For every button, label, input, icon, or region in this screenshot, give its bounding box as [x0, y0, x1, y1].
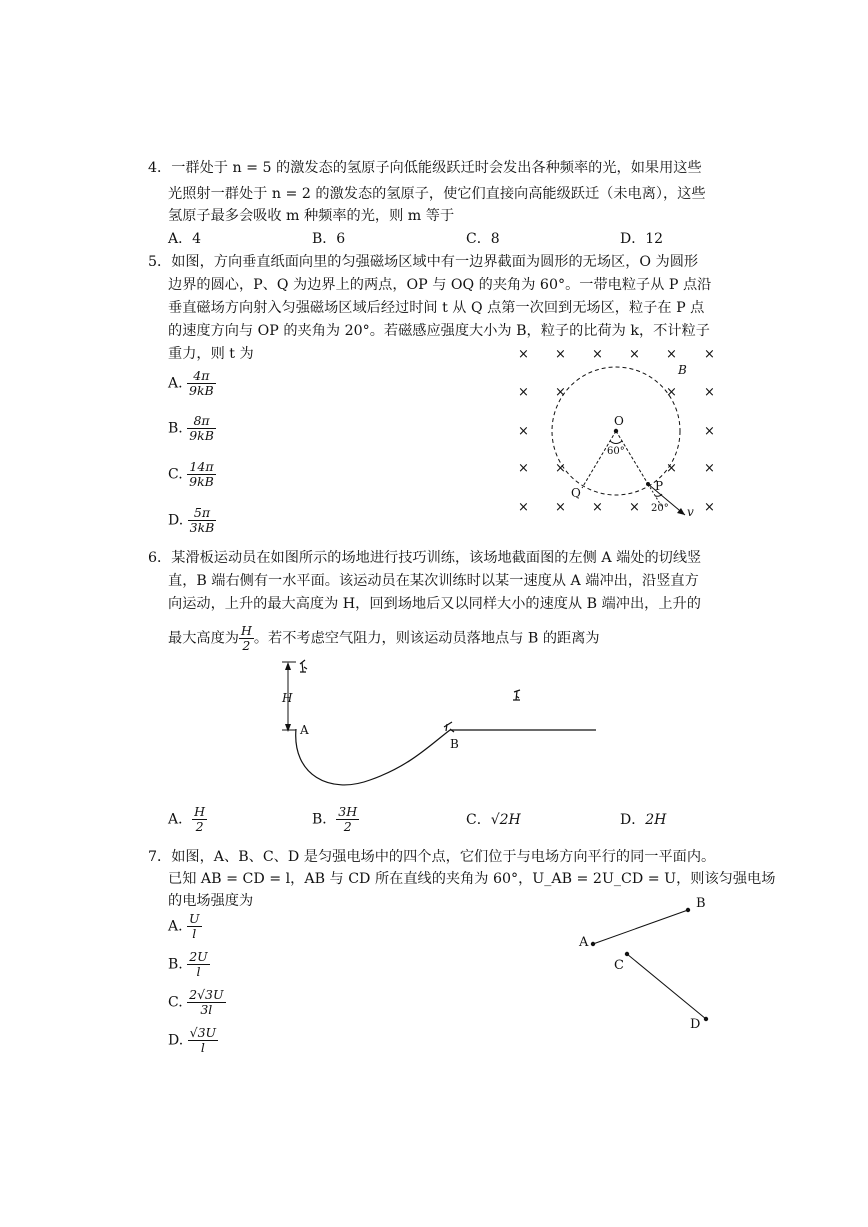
cross-mark: ×	[555, 385, 566, 400]
q7-line-1: 7．如图，A、B、C、D 是匀强电场中的四个点，它们位于与电场方向平行的同一平面内。	[148, 849, 716, 865]
q6-line-4: 最大高度为 $\frac{H}{2}$ 。若不考虑空气阻力，则该运动员落地点与 B 的距离为	[168, 623, 600, 653]
cross-mark: ×	[592, 347, 603, 362]
q6-line-3: 向运动，上升的最大高度为 H，回到场地后又以同样大小的速度从 B 端冲出，上升的	[168, 596, 701, 612]
label-a: A	[579, 935, 589, 950]
point-b	[686, 908, 690, 912]
cross-mark: ×	[518, 385, 529, 400]
cross-mark: ×	[518, 424, 529, 439]
label-q: Q	[571, 486, 581, 500]
q5-line-3: 垂直磁场方向射入匀强磁场区域后经过时间 t 从 Q 点第一次回到无场区，粒子在 P 点	[168, 300, 705, 316]
cross-mark: ×	[666, 461, 677, 476]
point-a	[591, 942, 595, 946]
q7-option-d: D. $\frac{√3U}{l}$	[168, 1025, 217, 1055]
q6-line-1: 6．某滑板运动员在如图所示的场地进行技巧训练，该场地截面图的左侧 A 端处的切线竖	[148, 550, 702, 566]
q5-line-5: 重力，则 t 为	[168, 346, 254, 362]
q4-option-c: C．8	[466, 231, 500, 247]
cross-mark: ×	[704, 347, 715, 362]
q6-option-a: A． $\frac{H}{2}$	[168, 804, 206, 834]
q7-option-c: C. $\frac{2√3U}{3l}$	[168, 987, 224, 1017]
label-angle-60: 60°	[607, 446, 625, 457]
cross-mark: ×	[704, 461, 715, 476]
cross-mark: ×	[555, 461, 566, 476]
cross-mark: ×	[518, 347, 529, 362]
label-a: A	[300, 723, 309, 737]
q7-option-a: A. $\frac{U}{l}$	[168, 911, 200, 941]
label-d: D	[690, 1017, 701, 1032]
label-b: B	[450, 737, 459, 751]
q6-option-d: D．2H	[620, 812, 667, 828]
q7-line-2: 已知 AB = CD = l，AB 与 CD 所在直线的夹角为 60°，U_AB = 2U_CD = U，则该匀强电场	[168, 871, 776, 887]
q7-option-b: B. $\frac{2U}{l}$	[168, 949, 208, 979]
q5-option-b: B. $\frac{8\pi}{9kB}$	[168, 413, 214, 443]
label-p: P	[655, 479, 664, 493]
q5-option-d: D. $\frac{5\pi}{3kB}$	[168, 505, 215, 535]
q4-option-b: B．6	[312, 231, 346, 247]
segment-ab	[593, 910, 688, 944]
q5-option-c: C. $\frac{14\pi}{9kB}$	[168, 459, 214, 489]
q4-option-d: D．12	[620, 231, 664, 247]
q5-line-2: 边界的圆心，P、Q 为边界上的两点，OP 与 OQ 的夹角为 60°。一带电粒子从 P 点沿	[168, 277, 712, 293]
label-b-field: B	[678, 363, 687, 377]
cross-mark: ×	[666, 385, 677, 400]
q6-line-2: 直，B 端右侧有一水平面。该运动员在某次训练时以某一速度从 A 端冲出，沿竖直方	[168, 573, 699, 589]
q6-option-c: C．√2H	[466, 812, 521, 828]
point-c	[625, 952, 629, 956]
cross-mark: ×	[629, 500, 640, 515]
q7-line-3: 的电场强度为	[168, 893, 254, 909]
point-d	[704, 1017, 708, 1021]
cross-mark: ×	[704, 424, 715, 439]
cross-mark: ×	[518, 461, 529, 476]
label-v: v	[687, 505, 694, 519]
cross-mark: ×	[592, 500, 603, 515]
q4-line-1: 4．一群处于 n = 5 的激发态的氢原子向低能级跃迁时会发出各种频率的光，如果用这些	[148, 160, 702, 176]
label-o: O	[614, 414, 624, 428]
segment-cd	[627, 954, 706, 1019]
q4-line-3: 氢原子最多会吸收 m 种频率的光，则 m 等于	[168, 208, 455, 224]
q5-option-a: A. $\frac{4\pi}{9kB}$	[168, 368, 214, 398]
cross-mark: ×	[666, 347, 677, 362]
cross-mark: ×	[629, 347, 640, 362]
cross-mark: ×	[555, 500, 566, 515]
q5-line-4: 的速度方向与 OP 的夹角为 20°。若磁感应强度大小为 B，粒子的比荷为 k，不计粒子	[168, 323, 710, 339]
q4-line-2: 光照射一群处于 n = 2 的激发态的氢原子，使它们直接向高能级跃迁（未电离），这些	[168, 186, 706, 202]
cross-mark: ×	[704, 500, 715, 515]
label-b: B	[696, 896, 706, 911]
cross-mark: ×	[518, 500, 529, 515]
label-c: C	[614, 958, 624, 973]
q6-option-b: B． $\frac{3H}{2}$	[312, 804, 358, 834]
label-angle-20: 20°	[651, 503, 669, 514]
label-h: H	[282, 691, 293, 705]
q4-option-a: A．4	[168, 231, 202, 247]
q5-line-1: 5．如图，方向垂直纸面向里的匀强磁场区域中有一边界截面为圆形的无场区，O 为圆形	[148, 254, 699, 270]
cross-mark: ×	[555, 347, 566, 362]
cross-mark: ×	[704, 385, 715, 400]
